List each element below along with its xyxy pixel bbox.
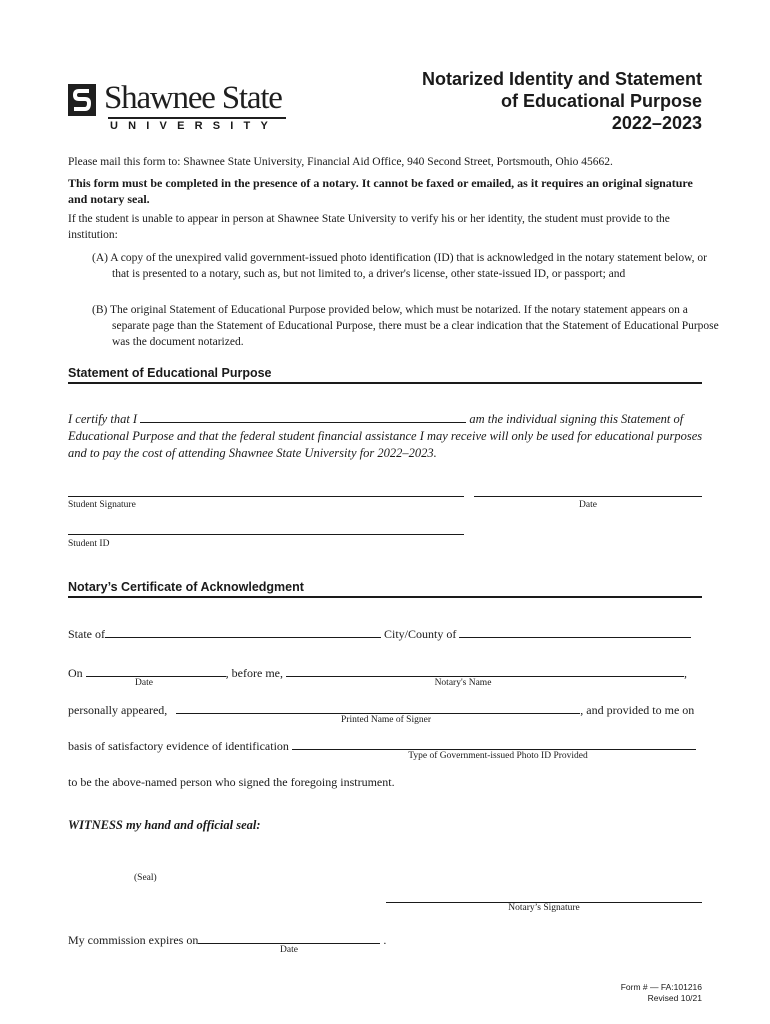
requirement-b: (B) The original Statement of Educational Purpose provided below, which must be notarized. If the notary statement appears on a separate page than the Statement of Educational Purpose, there must be a clear indication that the Statement of Educational Purpose was the document notarized. — [92, 304, 719, 348]
notary-notice: This form must be completed in the presence of a notary. It cannot be faxed or emailed, as it requires an original signature and notary seal. — [68, 176, 693, 206]
seal-label: (Seal) — [134, 873, 157, 883]
state-field[interactable] — [105, 627, 381, 638]
on-label: On — [68, 666, 83, 680]
notary-signature-caption: Notary’s Signature — [508, 903, 580, 913]
logo-name: Shawnee State — [104, 80, 282, 116]
logo-university: UNIVERSITY — [110, 120, 279, 132]
mail-instructions: Please mail this form to: Shawnee State University, Financial Aid Office, 940 Second Street, Portsmouth, Ohio 45662. — [68, 156, 613, 168]
city-county-field[interactable] — [459, 627, 691, 638]
city-label: City/County of — [384, 627, 457, 641]
form-number — [621, 982, 702, 1004]
cert-end: am the individual signing this Statement of Educational Purpose and that the federal student financial assistance I may receive will only be used for educational purposes and to pay the cost of attending Shawnee State University for 2022–2023. — [68, 412, 703, 460]
before-me-label: , before me, — [225, 666, 283, 680]
title-line-3: 2022–2023 — [611, 113, 702, 133]
commission-row: My commission expires on . — [68, 933, 387, 947]
certification-text — [68, 410, 708, 462]
state-row — [68, 627, 691, 642]
named-person-text: to be the above-named person who signed the foregoing instrument. — [68, 775, 395, 789]
statement-heading: Statement of Educational Purpose — [68, 366, 702, 384]
logo-rule — [108, 117, 286, 119]
acknowledgment-date-field[interactable] — [86, 666, 226, 677]
student-name-field[interactable] — [140, 410, 466, 423]
printed-name-field[interactable] — [176, 703, 580, 714]
id-type-field[interactable] — [292, 739, 696, 750]
commission-date-caption: Date — [280, 945, 298, 955]
commission-date-field[interactable] — [198, 933, 380, 944]
notary-heading: Notary’s Certificate of Acknowledgment — [68, 580, 702, 598]
notary-name-caption: Notary's Name — [434, 678, 492, 688]
provided-label: , and provided to me on — [580, 703, 695, 717]
commission-label: My commission expires on — [68, 933, 199, 947]
cert-start: I certify that I — [68, 412, 138, 426]
requirement-a: (A) A copy of the unexpired valid government-issued photo identification (ID) that is acknowledged in the notary statement below, or that is presented to a notary, such as, but not limited to, a driver's license, other state-issued ID, or passport; and — [92, 252, 707, 280]
revised-text: Revised 10/21 — [647, 993, 702, 1003]
student-signature-field[interactable] — [68, 496, 464, 497]
notary-name-field[interactable] — [286, 666, 684, 677]
student-date-label: Date — [579, 500, 597, 510]
university-logo — [68, 80, 290, 132]
title-line-2: of Educational Purpose — [500, 91, 702, 111]
student-signature-label: Student Signature — [68, 500, 136, 510]
title-line-1: Notarized Identity and Statement — [421, 69, 702, 89]
on-row: On , before me, , — [68, 666, 687, 680]
id-type-caption: Type of Government-issued Photo ID Provided — [408, 751, 588, 761]
state-label: State of — [68, 627, 105, 641]
student-id-field[interactable] — [68, 534, 464, 535]
basis-label: basis of satisfactory evidence of identification — [68, 739, 289, 753]
date-caption: Date — [135, 678, 153, 688]
form-title — [362, 68, 702, 134]
student-id-label: Student ID — [68, 539, 110, 549]
student-date-field[interactable] — [474, 496, 702, 497]
personally-appeared-label: personally appeared, — [68, 703, 168, 717]
printed-name-caption: Printed Name of Signer — [341, 715, 431, 725]
s-mark-icon — [68, 84, 96, 116]
intro-paragraph: If the student is unable to appear in person at Shawnee State University to verify his or her identity, the student must provide to the institution: — [68, 213, 670, 241]
form-number-text: Form # — FA:101216 — [620, 982, 702, 992]
witness-text: WITNESS my hand and official seal: — [68, 818, 261, 832]
